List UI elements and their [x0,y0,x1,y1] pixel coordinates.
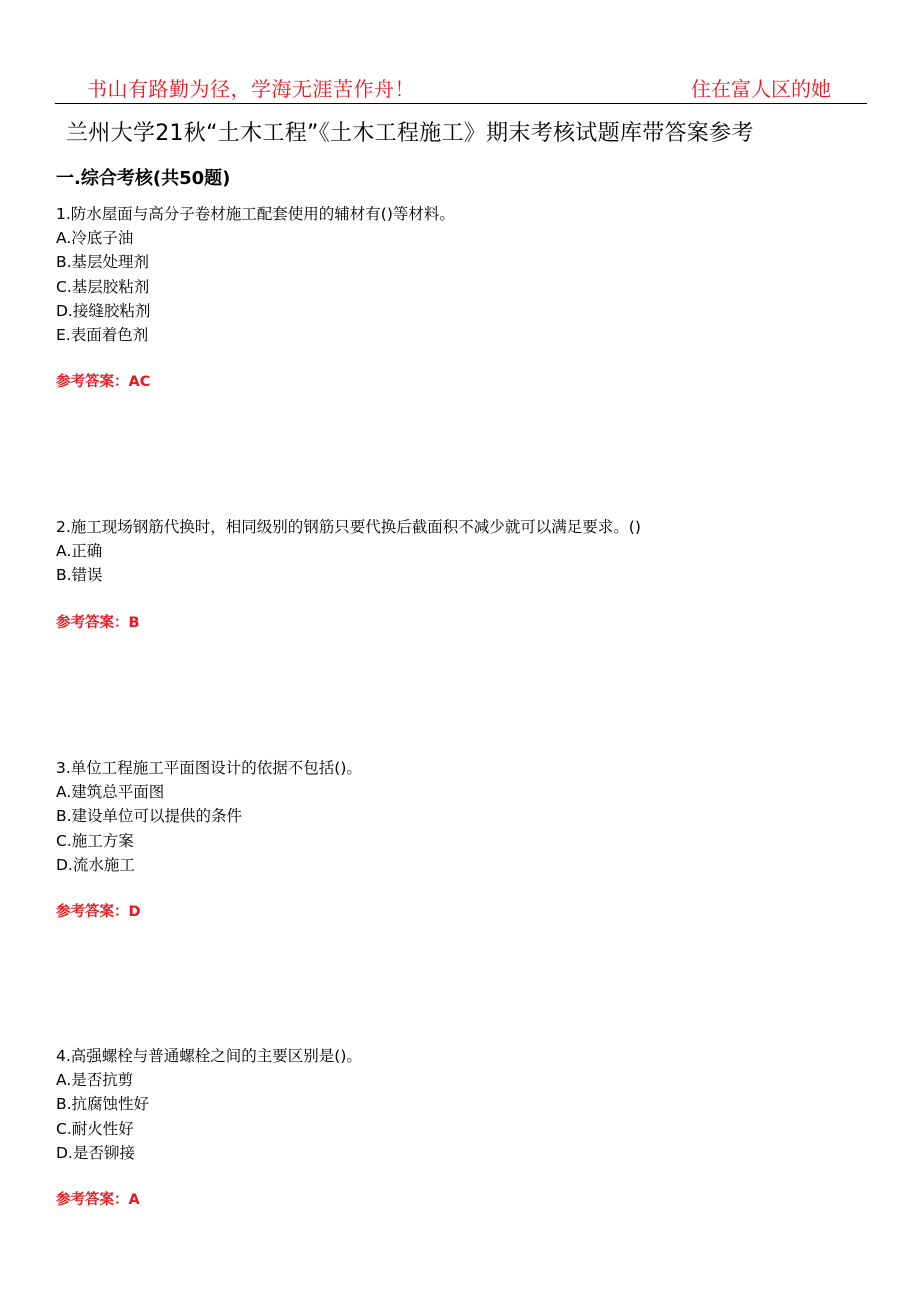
option-c: C.基层胶粘剂 [56,277,150,296]
question-3 [56,756,876,921]
question-text: 1.防水屋面与高分子卷材施工配套使用的辅材有()等材料。 [56,205,455,223]
option-d: D.流水施工 [56,855,135,874]
option-a: A.正确 [56,542,103,561]
question-text: 2.施工现场钢筋代换时，相同级别的钢筋只要代换后截面积不减少就可以满足要求。() [56,518,641,536]
header-motto: 书山有路勤为径，学海无涯苦作舟！ [87,77,415,101]
question-2 [56,515,876,632]
option-b: B.基层处理剂 [56,253,150,272]
page-header [55,70,865,102]
option-c: C.耐火性好 [56,1119,134,1138]
reference-answer: 参考答案：B [56,614,140,631]
option-d: D.是否铆接 [56,1143,135,1162]
option-b: B.抗腐蚀性好 [56,1095,150,1114]
reference-answer: 参考答案：AC [56,374,151,391]
option-e: E.表面着色剂 [56,326,149,345]
question-text: 4.高强螺栓与普通螺栓之间的主要区别是()。 [56,1047,362,1065]
option-b: B.错误 [56,566,103,585]
option-a: A.建筑总平面图 [56,783,165,802]
question-4 [56,1044,876,1209]
option-a: A.冷底子油 [56,229,134,248]
option-b: B.建设单位可以提供的条件 [56,807,243,826]
reference-answer: 参考答案：D [56,904,141,921]
option-a: A.是否抗剪 [56,1071,134,1090]
question-1 [56,202,876,391]
option-c: C.施工方案 [56,831,134,850]
header-divider [55,103,867,104]
section-heading: 一.综合考核(共50题) [56,168,231,189]
question-text: 3.单位工程施工平面图设计的依据不包括()。 [56,759,362,777]
document-title: 兰州大学21秋“土木工程”《土木工程施工》期末考核试题库带答案参考 [66,121,754,146]
header-author: 住在富人区的她 [691,77,831,101]
option-d: D.接缝胶粘剂 [56,301,151,320]
reference-answer: 参考答案：A [56,1192,140,1209]
